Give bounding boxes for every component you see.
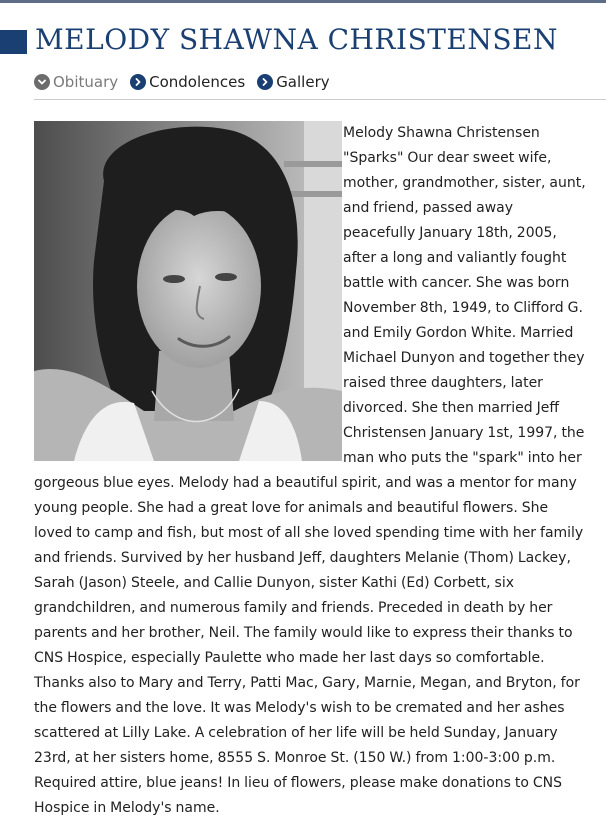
tab-gallery-label: Gallery xyxy=(276,73,330,91)
chevron-right-icon xyxy=(257,74,273,90)
obituary-tabs xyxy=(34,71,342,93)
obituary-content xyxy=(34,121,586,821)
portrait-photo xyxy=(34,121,342,461)
tabs-divider xyxy=(34,99,606,100)
tab-gallery[interactable] xyxy=(257,73,329,91)
tab-obituary-label: Obituary xyxy=(53,73,119,91)
tab-condolences[interactable] xyxy=(130,73,245,91)
page-title: MELODY SHAWNA CHRISTENSEN xyxy=(35,23,558,56)
top-border xyxy=(0,0,606,3)
tab-obituary[interactable] xyxy=(34,73,118,91)
chevron-right-icon xyxy=(130,74,146,90)
title-accent-bar xyxy=(0,30,27,54)
obituary-text: Melody Shawna Christensen "Sparks" Our dear sweet wife, mother, grandmother, sister, aunt, and friend, passed away peacefully January 18th, 2005, after a long and valiantly fought battle with cancer. She was born November 8th, 1949, to Clifford G. and Emily Gordon White. Married Michael Dunyon and together they raised three daughters, later divorced. She then married Jeff Christensen January 1st, 1997, the man who puts the "spark" into her gorgeous blue eyes. Melody had a beautiful spirit, and was a mentor for many young people. She had a great love for animals and beautiful flowers. She loved to camp and fish, but most of all she loved spending time with her family and friends. Survived by her husband Jeff, daughters Melanie (Thom) Lackey, Sarah (Jason) Steele, and Callie Dunyon, sister Kathi (Ed) Corbett, six grandchildren, and numerous family and friends. Preceded in death by her parents and her brother, Neil. The family would like to express their thanks to CNS Hospice, especially Paulette who made her last days so comfortable. Thanks also to Mary and Terry, Patti Mac, Gary, Marnie, Megan, and Bryton, for the flowers and the love. It was Melody's wish to be cremated and her ashes scattered at Lilly Lake. A celebration of her life will be held Sunday, January 23rd, at her sisters home, 8555 S. Monroe St. (150 W.) from 1:00-3:00 p.m. Required attire, blue jeans! In lieu of flowers, please make donations to CNS Hospice in Melody's name. xyxy=(34,125,586,816)
tab-condolences-label: Condolences xyxy=(149,73,246,91)
chevron-down-icon xyxy=(34,74,50,90)
